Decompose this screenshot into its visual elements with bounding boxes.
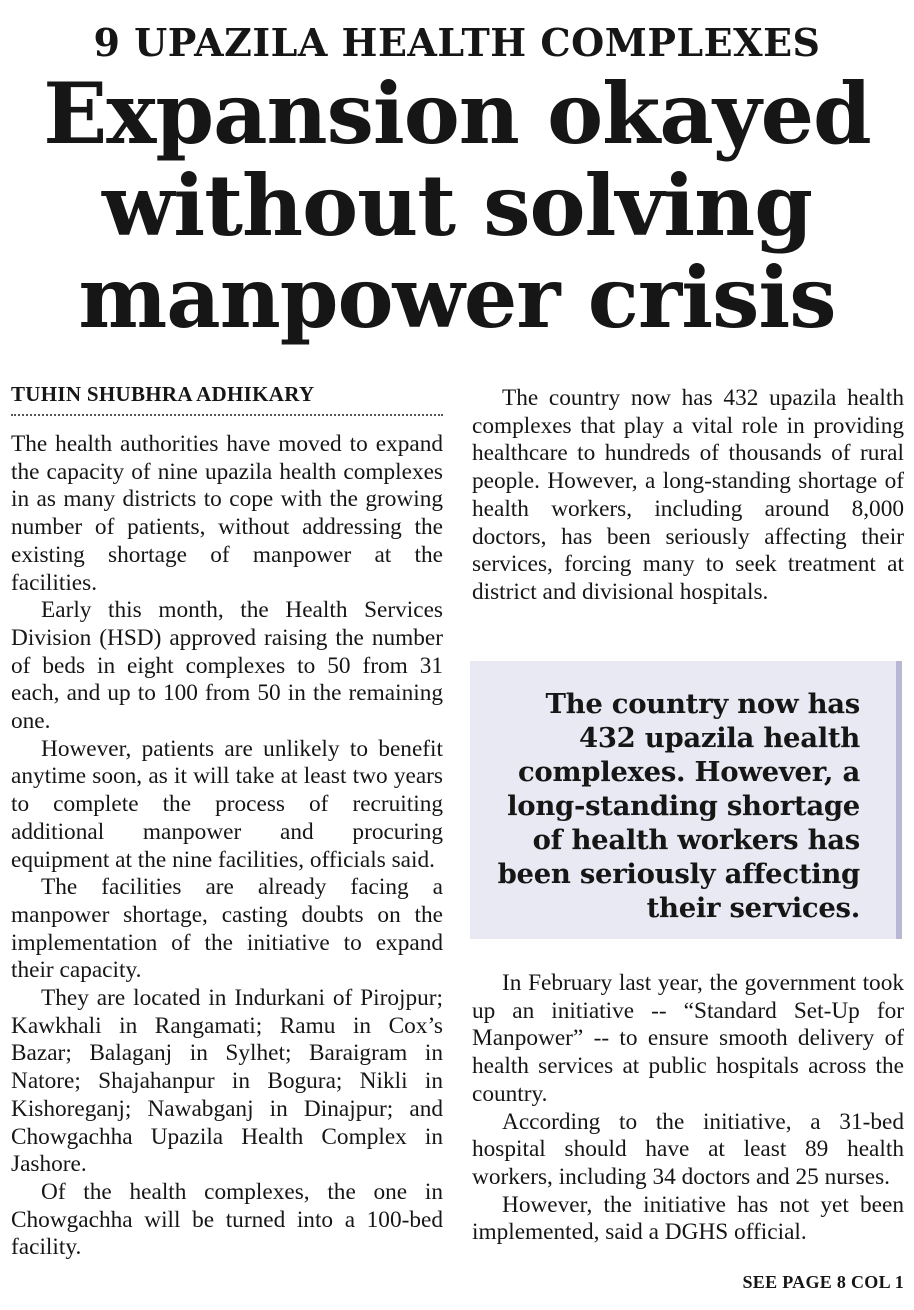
continued-on-page: SEE PAGE 8 COL 1 bbox=[742, 1272, 904, 1292]
right-column-bottom bbox=[472, 970, 904, 1247]
paragraph: Early this month, the Health Services Division (HSD) approved raising the number of beds in eight complexes to 50 from 31 each, and up to 100 from 50 in the remaining one. bbox=[11, 597, 443, 735]
right-column-top bbox=[472, 385, 904, 607]
paragraph: In February last year, the government took up an initiative -- “Standard Set-Up for Manpower” -- to ensure smooth delivery of health services at public hospitals across the country. bbox=[472, 970, 904, 1107]
headline-line-1: Expansion okayed bbox=[43, 64, 871, 163]
paragraph: However, patients are unlikely to benefit anytime soon, as it will take at least two years to complete the process of recruiting additional manpower and procuring equipment at the nine facilities, officials said. bbox=[11, 735, 443, 873]
kicker: 9 UPAZILA HEALTH COMPLEXES bbox=[93, 20, 821, 65]
paragraph: Of the health complexes, the one in Chowgachha will be turned into a 100-bed facility. bbox=[11, 1178, 443, 1261]
paragraph: According to the initiative, a 31-bed hospital should have at least 89 health workers, including 34 doctors and 25 nurses. bbox=[472, 1108, 904, 1190]
pull-quote-box bbox=[470, 661, 902, 939]
headline bbox=[0, 64, 914, 347]
paragraph: They are located in Indurkani of Pirojpur; Kawkhali in Rangamati; Ramu in Cox’s Bazar; Balaganj in Sylhet; Baraigram in Natore; Shajahanpur in Bogura; Nikli in Kishoreganj; Nawabganj in Dinajpur; and Chowgachha Upazila Health Complex in Jashore. bbox=[11, 985, 443, 1178]
paragraph: The health authorities have moved to expand the capacity of nine upazila health complexes in as many districts to cope with the growing number of patients, without addressing the existing shortage of manpower at the facilities. bbox=[11, 431, 443, 596]
byline-divider bbox=[11, 414, 443, 416]
paragraph: However, the initiative has not yet been implemented, said a DGHS official. bbox=[472, 1191, 904, 1246]
headline-line-2: without solving bbox=[102, 156, 812, 255]
left-column bbox=[11, 431, 443, 1262]
paragraph: The facilities are already facing a manpower shortage, casting doubts on the implementation of the initiative to expand their capacity. bbox=[11, 874, 443, 984]
pull-quote: The country now has 432 upazila health complexes. However, a long-standing shortage of health workers has been seriously affecting their services. bbox=[497, 688, 860, 924]
paragraph: The country now has 432 upazila health complexes that play a vital role in providing healthcare to hundreds of thousands of rural people. However, a long-standing shortage of health workers, including around 8,000 doctors, has been seriously affecting their services, forcing many to seek treatment at district and divisional hospitals. bbox=[472, 385, 904, 605]
byline: TUHIN SHUBHRA ADHIKARY bbox=[11, 382, 315, 406]
headline-line-3: manpower crisis bbox=[78, 248, 836, 347]
